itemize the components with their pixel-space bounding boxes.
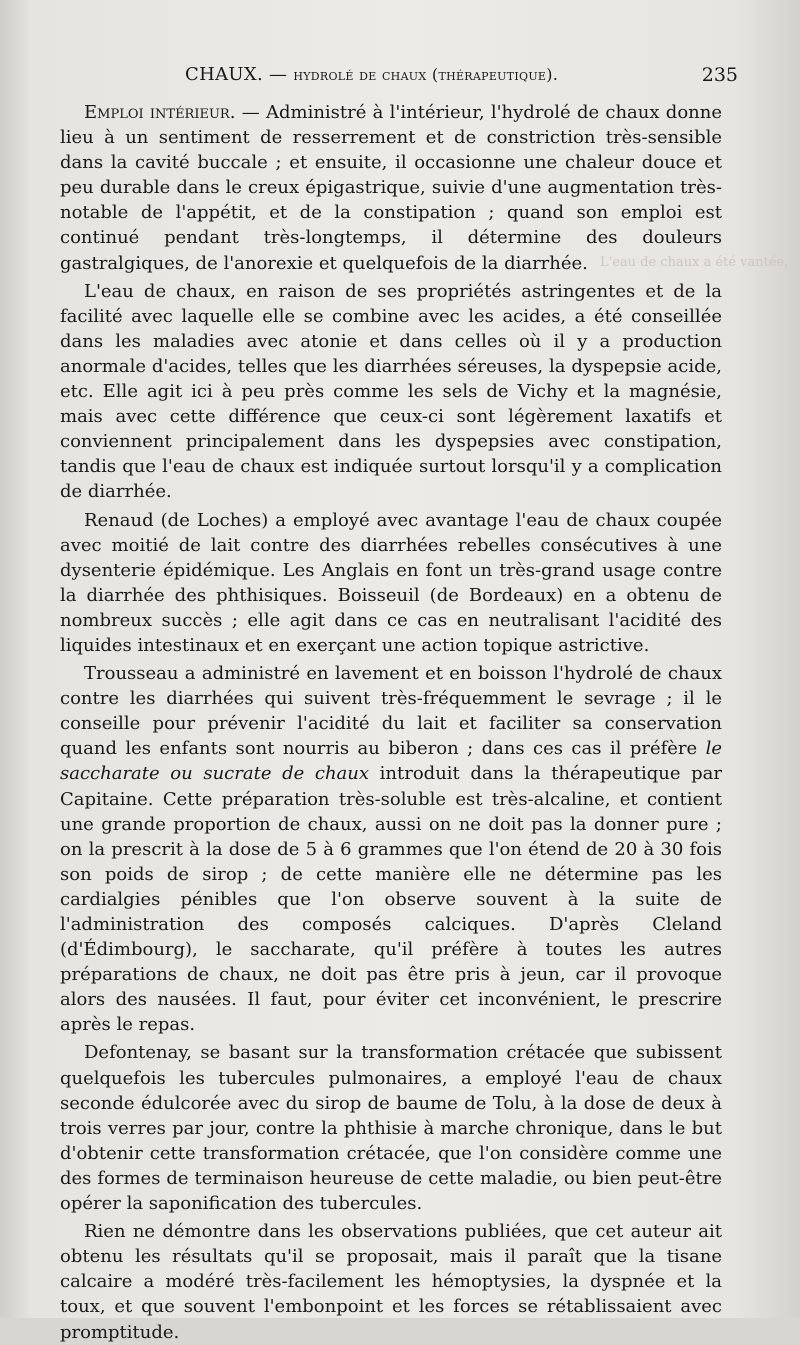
- paragraph-renaud: Renaud (de Loches) a employé avec avantage l'eau de chaux coupée avec moitié de lait contre des diarrhées rebelles consécutives à une dysenterie épidémique. Les Anglais en font un très-grand usage contre la diarrhée des phthisiques. Boisseuil (de Bordeaux) en a obtenu de nombreux succès ; elle agit dans ce cas en neutralisant l'acidité des liquides intestinaux et en exerçant une action topique astrictive.: [60, 509, 722, 656]
- paragraph-text: Trousseau a administré en lavement et en boisson l'hydrolé de chaux contre les diarrhées qui suivent très-fréquemment le sevrage ; il le conseille pour prévenir l'acidité du lait et faciliter sa conservation quand les enfants sont nourris au biberon ; dans ces cas il préfère: [60, 663, 722, 760]
- paragraph-rien-ne-demontre: Rien ne démontre dans les observations publiées, que cet auteur ait obtenu les résultats qu'il se proposait, mais il paraît que la tisane calcaire a modéré très-facilement les hémoptysies, la dyspnée et la toux, et que souvent l'embonpoint et les forces se rétablissaient avec promptitude.: [60, 1221, 722, 1343]
- paragraph-text: introduit dans la thérapeutique par Capitaine. Cette préparation très-soluble est très-alcaline, et contient une grande proportion de chaux, aussi on ne doit pas la donner pure ; on la prescrit à la dose de 5 à 6 grammes que l'on étend de 20 à 30 fois son poids de sirop ; de cette manière elle ne détermine pas les cardialgies pénibles que l'on observe souvent à la suite de l'administration des composés calciques. D'après Cleland (d'Édimbourg), le saccharate, qu'il préfère à toutes les autres préparations de chaux, ne doit pas être pris à jeun, car il provoque alors des nausées. Il faut, pour éviter cet inconvénient, le prescrire après le repas.: [60, 763, 723, 1036]
- header-dash: —: [262, 64, 294, 85]
- paragraph-emploi-interieur: [60, 100, 722, 276]
- paragraph-eau-de-chaux: L'eau de chaux, en raison de ses propriétés astringentes et de la facilité avec laquelle elle se combine avec les acides, a été conseillée dans les maladies avec atonie et dans celles où il y a production anormale d'acides, telles que les diarrhées séreuses, la dyspepsie acide, etc. Elle agit ici à peu près comme les sels de Vichy et la magnésie, mais avec cette différence que ceux-ci sont légèrement laxatifs et conviennent principalement dans les dyspepsies avec constipation, tandis que l'eau de chaux est indiquée surtout lorsqu'il y a complication de diarrhée.: [60, 280, 722, 503]
- chapter-title: CHAUX.: [185, 64, 263, 85]
- body-text: [60, 100, 722, 1345]
- paragraph-text: — Administré à l'intérieur, l'hydrolé de chaux donne lieu à un sentiment de resserrement et de constriction très-sensible dans la cavité buccale ; et ensuite, il occasionne une chaleur douce et peu durable dans le creux épigastrique, suivie d'une augmentation très-notable de l'appétit, et de la constipation ; quand son emploi est continué pendant très-longtemps, il détermine des douleurs gastralgiques, de l'anorexie et quelquefois de la diarrhée.: [60, 102, 722, 274]
- section-subtitle: hydrolé de chaux (thérapeutique).: [293, 65, 559, 84]
- running-head: [185, 64, 558, 85]
- paragraph-defontenay: Defontenay, se basant sur la transformation crétacée que subissent quelquefois les tubercules pulmonaires, a employé l'eau de chaux seconde édulcorée avec du sirop de baume de Tolu, à la dose de deux à trois verres par jour, contre la phthisie à marche chronique, dans le but d'obtenir cette transformation crétacée, que l'on considère comme une des formes de terminaison heureuse de cette maladie, ou bien peut-être opérer la saponification des tubercules.: [60, 1042, 722, 1215]
- paragraph-trousseau: [60, 661, 722, 1037]
- page-header: [60, 62, 738, 92]
- section-lead: Emploi intérieur.: [84, 102, 236, 123]
- page-number: 235: [701, 64, 738, 86]
- show-through-text: L'eau de chaux a été vantée,: [600, 255, 789, 270]
- italic-term: le saccharate ou sucrate de chaux: [60, 738, 722, 785]
